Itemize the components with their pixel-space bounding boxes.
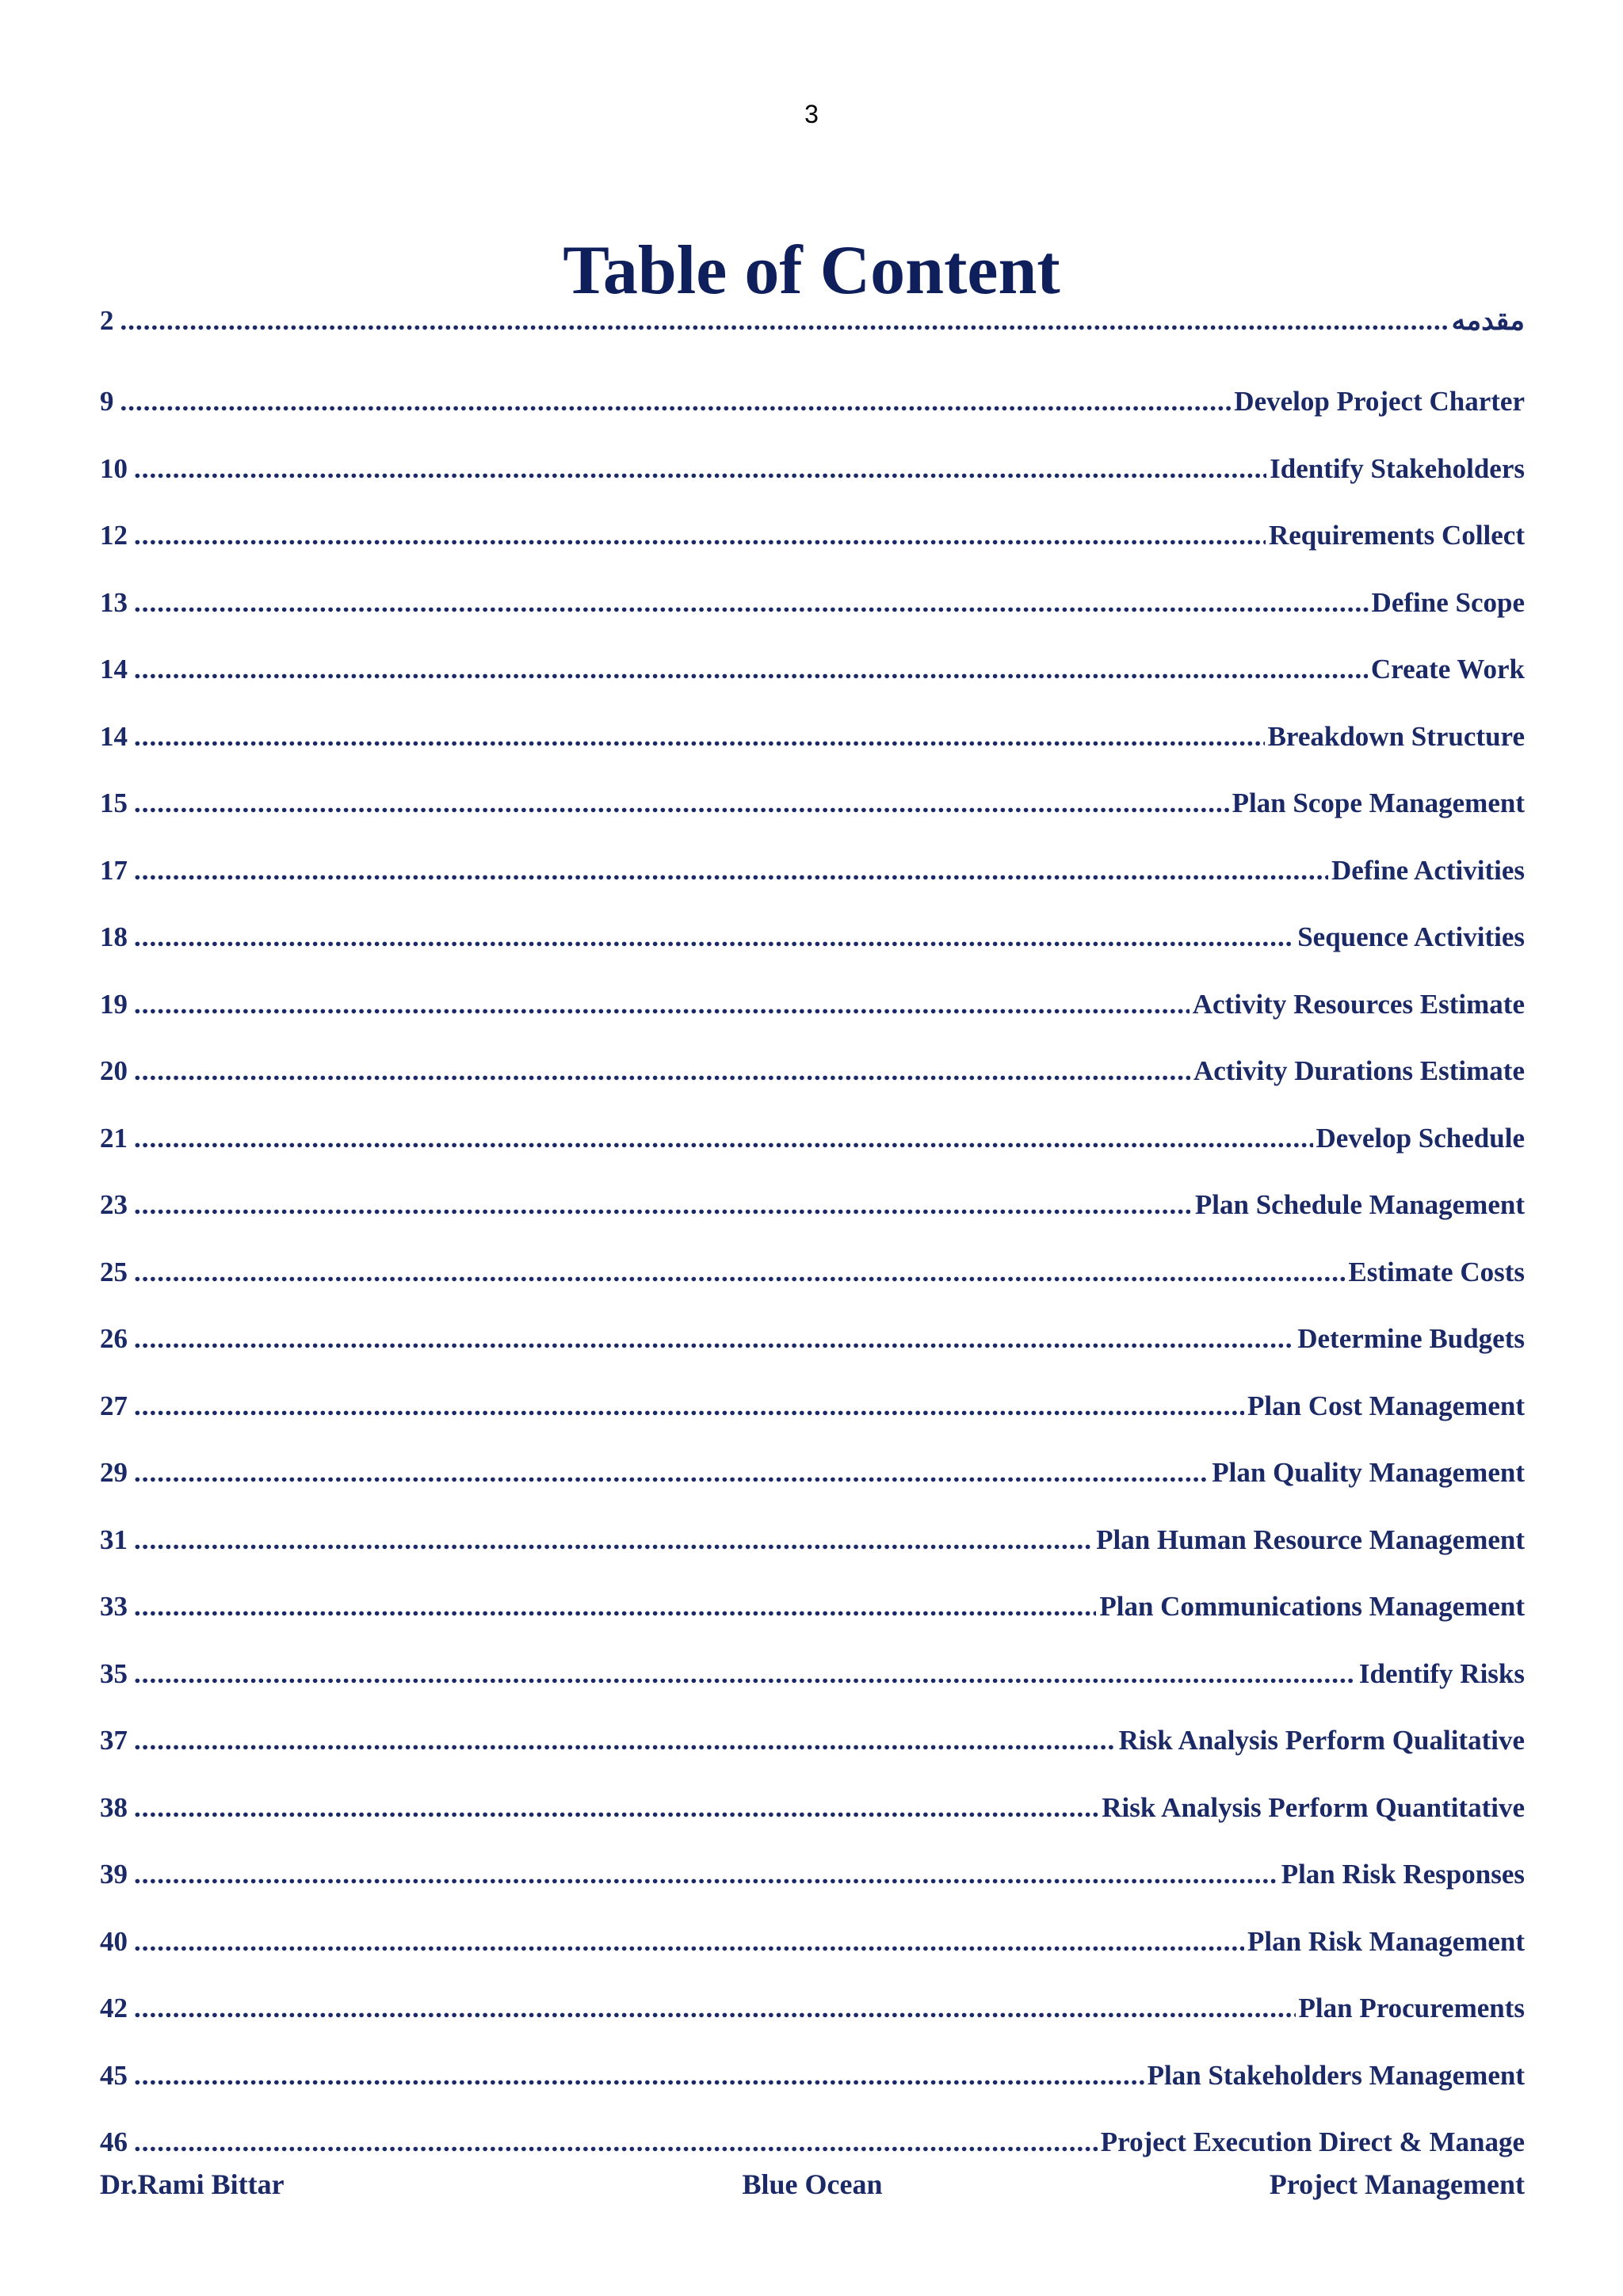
toc-entry[interactable] (100, 1926, 1525, 1993)
toc-dot-leader (134, 2126, 1098, 2158)
toc-dot-leader (134, 1055, 1190, 1087)
toc-page-number: 31 (100, 1524, 128, 1555)
toc-entry-label: Plan Communications Management (1099, 1591, 1525, 1622)
table-of-contents (100, 305, 1525, 2194)
toc-entry-label: Plan Human Resource Management (1096, 1524, 1525, 1555)
toc-dot-leader (134, 921, 1294, 953)
toc-entry[interactable] (100, 453, 1525, 521)
page-title: Table of Content (563, 232, 1060, 309)
toc-page-number: 27 (100, 1390, 128, 1421)
toc-dot-leader (134, 1123, 1313, 1154)
toc-entry-label: Create Work (1370, 654, 1525, 685)
toc-entry[interactable] (100, 1123, 1525, 1190)
toc-page-number: 14 (100, 720, 128, 752)
toc-dot-leader (134, 1457, 1209, 1489)
toc-entry[interactable] (100, 1725, 1525, 1792)
toc-entry[interactable] (100, 788, 1525, 855)
toc-dot-leader (134, 654, 1368, 685)
toc-page-number: 26 (100, 1323, 128, 1354)
toc-entry-label: Risk Analysis Perform Quantitative (1102, 1791, 1525, 1823)
toc-entry-label: Plan Risk Responses (1281, 1859, 1525, 1890)
toc-entry[interactable] (100, 1792, 1525, 1859)
toc-entry-label: Develop Project Charter (1234, 386, 1525, 417)
toc-entry[interactable] (100, 1390, 1525, 1458)
toc-page-number: 9 (100, 386, 114, 417)
toc-entry-label: Plan Cost Management (1247, 1390, 1525, 1421)
toc-entry-label: Define Scope (1371, 586, 1525, 618)
toc-entry[interactable] (100, 1257, 1525, 1324)
toc-entry-label: Sequence Activities (1297, 921, 1525, 952)
toc-page-number: 2 (100, 305, 114, 336)
toc-entry[interactable] (100, 1457, 1525, 1524)
toc-dot-leader (134, 587, 1369, 619)
toc-entry[interactable] (100, 1993, 1525, 2060)
toc-dot-leader (134, 453, 1266, 485)
toc-entry[interactable] (100, 587, 1525, 654)
toc-entry[interactable] (100, 1859, 1525, 1926)
toc-entry[interactable] (100, 305, 1525, 386)
toc-page-number: 33 (100, 1591, 128, 1622)
toc-dot-leader (120, 386, 1232, 418)
toc-dot-leader (134, 1257, 1345, 1288)
toc-entry[interactable] (100, 386, 1525, 453)
toc-page-number: 29 (100, 1457, 128, 1488)
footer-subject: Project Management (1269, 2168, 1525, 2200)
toc-dot-leader (134, 855, 1328, 887)
toc-entry-label: مقدمه (1451, 305, 1525, 336)
toc-page-number: 40 (100, 1925, 128, 1957)
toc-page-number: 38 (100, 1791, 128, 1823)
toc-page-number: 39 (100, 1859, 128, 1890)
toc-entry-label: Requirements Collect (1268, 520, 1525, 551)
toc-page-number: 42 (100, 1993, 128, 2023)
toc-dot-leader (134, 1323, 1294, 1355)
toc-dot-leader (134, 721, 1265, 753)
toc-dot-leader (134, 989, 1190, 1020)
toc-entry-label: Plan Scope Management (1232, 788, 1525, 818)
toc-page-number: 19 (100, 988, 128, 1020)
toc-dot-leader (134, 1993, 1296, 2024)
toc-entry-label: Plan Procurements (1298, 1993, 1525, 2023)
toc-entry[interactable] (100, 1524, 1525, 1592)
toc-dot-leader (134, 1189, 1192, 1221)
toc-entry-label: Define Activities (1331, 854, 1525, 886)
toc-dot-leader (134, 1859, 1278, 1890)
toc-page-number: 45 (100, 2059, 128, 2091)
toc-entry[interactable] (100, 1189, 1525, 1257)
toc-entry-label: Identify Stakeholders (1270, 452, 1525, 484)
toc-entry[interactable] (100, 855, 1525, 922)
toc-entry-label: Activity Resources Estimate (1192, 988, 1525, 1020)
toc-page-number: 23 (100, 1189, 128, 1220)
toc-page-number: 21 (100, 1122, 128, 1154)
toc-entry-label: Estimate Costs (1348, 1256, 1525, 1287)
page-footer (100, 2168, 1525, 2201)
toc-dot-leader (134, 1725, 1116, 1756)
toc-page-number: 18 (100, 921, 128, 952)
toc-entry[interactable] (100, 721, 1525, 788)
footer-brand: Blue Ocean (742, 2168, 883, 2200)
toc-page-number: 25 (100, 1256, 128, 1287)
toc-entry[interactable] (100, 1055, 1525, 1123)
page-number: 3 (804, 100, 819, 128)
toc-entry-label: Risk Analysis Perform Qualitative (1118, 1725, 1525, 1756)
toc-page-number: 14 (100, 654, 128, 685)
toc-page-number: 10 (100, 452, 128, 484)
toc-page-number: 46 (100, 2126, 128, 2157)
toc-entry-label: Project Execution Direct & Manage (1100, 2126, 1525, 2157)
toc-entry[interactable] (100, 1591, 1525, 1658)
toc-entry[interactable] (100, 520, 1525, 587)
toc-dot-leader (134, 1926, 1244, 1958)
toc-entry[interactable] (100, 989, 1525, 1056)
toc-page-number: 35 (100, 1657, 128, 1689)
toc-entry[interactable] (100, 1323, 1525, 1390)
toc-entry-label: Plan Quality Management (1212, 1457, 1525, 1488)
toc-entry[interactable] (100, 2060, 1525, 2127)
toc-entry-label: Identify Risks (1358, 1657, 1525, 1689)
toc-entry-label: Plan Stakeholders Management (1147, 2059, 1525, 2091)
toc-dot-leader (134, 788, 1229, 819)
toc-dot-leader (134, 1524, 1093, 1556)
toc-entry-label: Develop Schedule (1316, 1122, 1525, 1154)
toc-dot-leader (134, 520, 1266, 551)
toc-entry[interactable] (100, 1658, 1525, 1726)
toc-dot-leader (134, 1658, 1356, 1690)
toc-entry-label: Breakdown Structure (1267, 720, 1525, 752)
toc-page-number: 15 (100, 788, 128, 818)
toc-page-number: 17 (100, 854, 128, 886)
toc-entry-label: Determine Budgets (1297, 1323, 1525, 1354)
toc-page-number: 20 (100, 1055, 128, 1086)
toc-dot-leader (134, 2060, 1144, 2092)
toc-entry-label: Plan Schedule Management (1194, 1189, 1525, 1220)
toc-dot-leader (134, 1591, 1096, 1623)
toc-dot-leader (134, 1390, 1244, 1422)
toc-entry-label: Activity Durations Estimate (1193, 1055, 1525, 1086)
toc-page-number: 13 (100, 586, 128, 618)
footer-author: Dr.Rami Bittar (100, 2168, 285, 2200)
toc-entry-label: Plan Risk Management (1247, 1925, 1525, 1957)
toc-dot-leader (120, 305, 1449, 337)
toc-dot-leader (134, 1792, 1098, 1824)
toc-entry[interactable] (100, 921, 1525, 989)
toc-page-number: 37 (100, 1725, 128, 1756)
toc-page-number: 12 (100, 520, 128, 551)
toc-entry[interactable] (100, 654, 1525, 721)
